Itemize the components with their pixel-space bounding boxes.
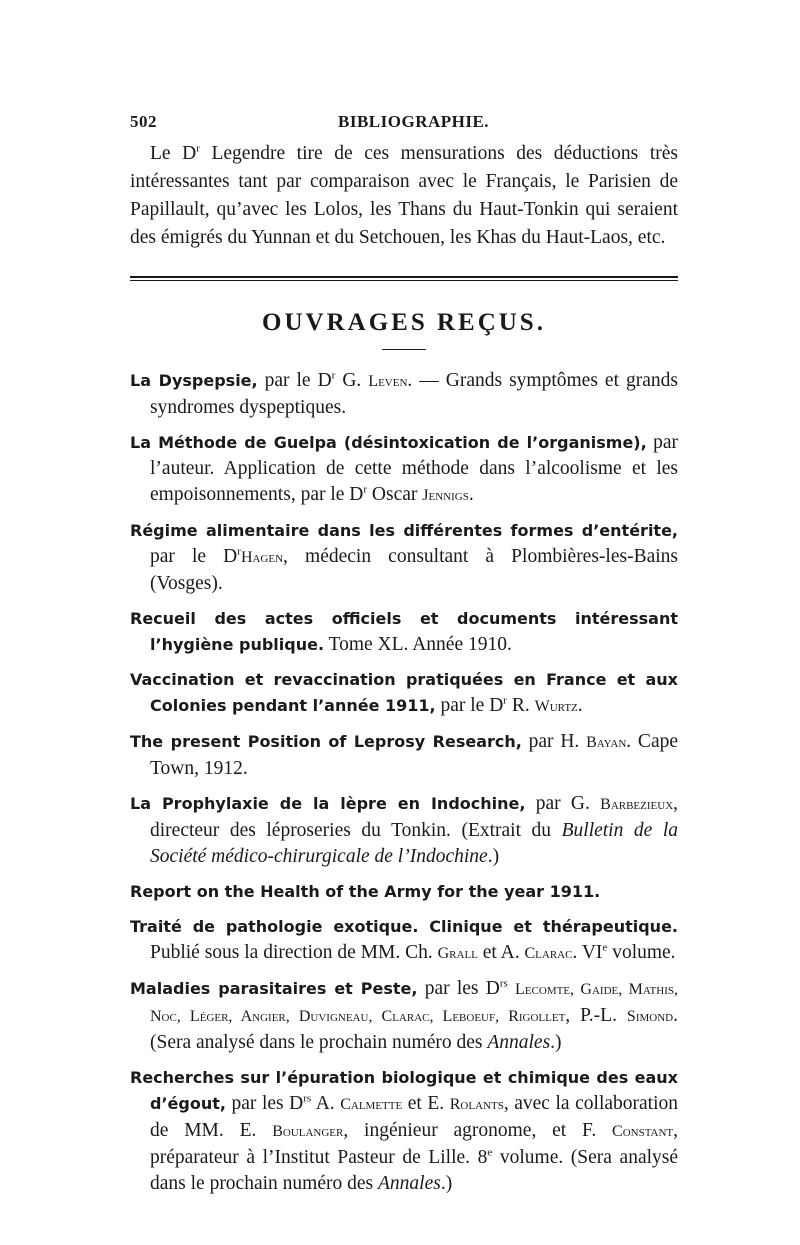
superscript: rs — [499, 977, 508, 990]
entry-title: The present Position of Leprosy Research, — [130, 732, 522, 751]
entry-text: , directeur des léproseries du Tonkin. (Extrait du — [150, 793, 679, 841]
entry-title: Régime alimentaire dans les différentes formes d’entérite, — [130, 521, 678, 540]
running-head — [130, 112, 678, 140]
entry-text: , médecin consultant à Plombières-les-Bains (Vosges). — [150, 546, 678, 594]
author-name: Wurtz — [534, 698, 578, 715]
list-item — [130, 430, 678, 509]
list-item — [130, 667, 678, 720]
list-item — [130, 1065, 678, 1197]
author-name: Simond — [626, 1008, 674, 1025]
entry-text: par le D — [150, 546, 238, 567]
entry-title: Recherches sur l’épuration biologique et chimique des eaux d’égout, — [130, 1068, 678, 1113]
entry-text: G. — [335, 370, 369, 391]
entry-text: Tome XL. Année 1910. — [324, 634, 512, 655]
superscript: r — [237, 545, 241, 558]
entry-text — [508, 978, 515, 999]
author-name: Hagen — [240, 549, 284, 566]
entry-text: et A. — [477, 942, 525, 963]
superscript: r — [503, 694, 507, 707]
intro-text — [130, 140, 678, 252]
list-item — [130, 518, 678, 597]
superscript: r — [196, 142, 200, 155]
section-divider-thin — [130, 280, 678, 281]
entry-title: La Dyspepsie, — [130, 371, 258, 390]
journal-title: Annales — [487, 1032, 551, 1053]
title-underline — [382, 349, 426, 350]
page-number: 502 — [130, 112, 157, 131]
list-item — [130, 879, 678, 905]
received-works-list — [130, 368, 678, 1197]
entry-title: Recueil des actes officiels et documents intéressant l’hygiène publique. — [130, 609, 678, 654]
entry-text: .) — [550, 1032, 562, 1053]
intro-paragraph — [130, 140, 678, 252]
journal-title: Annales — [377, 1173, 441, 1194]
author-name: Rolants — [449, 1096, 504, 1113]
entry-text: . — [577, 695, 583, 716]
author-names: Lecomte, Gaide, Mathis, Noc, Léger, Angier, Duvigneau, Clarac, Leboeuf, Rigollet — [150, 981, 678, 1025]
author-name: Clarac — [524, 945, 573, 962]
intro-text-part: Le D — [150, 143, 197, 164]
journal-title: Bulletin de la Société médico-chirurgicale de l’Indochine — [150, 820, 679, 867]
section-divider — [130, 276, 678, 278]
entry-text: , P.-L. — [565, 1005, 627, 1026]
entry-text: , préparateur à l’Institut Pasteur de Lille. 8 — [150, 1120, 679, 1168]
author-name: Leven — [368, 373, 408, 390]
entry-text: par les D — [225, 1093, 304, 1114]
entry-text: Publié sous la direction de MM. Ch. — [150, 942, 438, 963]
list-item — [130, 976, 678, 1056]
author-name: Grall — [437, 945, 478, 962]
entry-text: par le D — [257, 370, 332, 391]
superscript: r — [331, 369, 336, 382]
entry-title: Traité de pathologie exotique. Clinique et thérapeutique. — [130, 917, 678, 936]
entry-text: volume. (Sera analysé dans le prochain numéro des — [150, 1147, 679, 1194]
superscript: r — [363, 483, 368, 496]
author-name: Jennigs — [422, 487, 469, 504]
superscript: e — [602, 941, 608, 954]
entry-text: volume. — [607, 942, 676, 963]
author-name: Boulanger — [272, 1123, 344, 1140]
intro-text-part: Legendre tire de ces mensurations des déductions très intéressantes tant par comparaison avec le Français, le Parisien de Papillault, qu’avec les Lolos, les Thans du Haut-Tonkin qui seraient des émigrés du Yunnan et du Setchouen, les Khas du Haut-Laos, etc. — [130, 143, 679, 248]
entry-text: . (Sera analysé dans le prochain numéro des — [150, 1005, 678, 1053]
entry-title: Maladies parasitaires et Peste, — [130, 979, 418, 998]
entry-text: par l’auteur. Application de cette méthode dans l’alcoolisme et les empoisonnements, par le D — [150, 432, 678, 505]
list-item — [130, 729, 678, 782]
entry-text: . VI — [572, 942, 603, 963]
list-item — [130, 914, 678, 967]
author-name: Bayan — [586, 734, 627, 751]
entry-text: . Cape Town, 1912. — [150, 731, 679, 779]
entry-text: R. — [506, 695, 535, 716]
entry-text: .) — [440, 1173, 453, 1194]
entry-text: et E. — [402, 1093, 450, 1114]
entry-text: .) — [487, 846, 500, 867]
running-title: BIBLIOGRAPHIE. — [338, 112, 490, 131]
entry-text: par le D — [435, 695, 504, 716]
entry-text: par les D — [417, 978, 500, 999]
entry-text: par G. — [525, 793, 601, 814]
list-item — [130, 791, 678, 870]
list-item — [130, 606, 678, 658]
author-name: Calmette — [340, 1096, 403, 1113]
superscript: rs — [303, 1092, 312, 1105]
author-name: Constant — [612, 1123, 674, 1140]
section-title: OUVRAGES REÇUS. — [262, 309, 546, 336]
entry-title: La Prophylaxie de la lèpre en Indochine, — [130, 794, 526, 813]
entry-text: par H. — [521, 731, 587, 752]
entry-text: Oscar — [367, 484, 423, 505]
superscript: e — [487, 1146, 493, 1159]
entry-title: La Méthode de Guelpa (désintoxication de l’organisme), — [130, 433, 647, 452]
entry-text: . — [468, 484, 474, 505]
entry-text: . — Grands symptômes et grands syndromes dyspeptiques. — [150, 370, 678, 418]
entry-title: Vaccination et revaccination pratiquées en France et aux Colonies pendant l’année 1911, — [130, 670, 678, 715]
list-item — [130, 368, 678, 421]
entry-title: Report on the Health of the Army for the year 1911. — [130, 882, 601, 901]
entry-text: A. — [311, 1093, 341, 1114]
page — [130, 112, 678, 1206]
entry-text: , avec la collaboration de MM. E. — [150, 1093, 679, 1141]
author-name: Barbezieux — [600, 796, 674, 813]
entry-text: , ingénieur agronome, et F. — [343, 1120, 613, 1141]
